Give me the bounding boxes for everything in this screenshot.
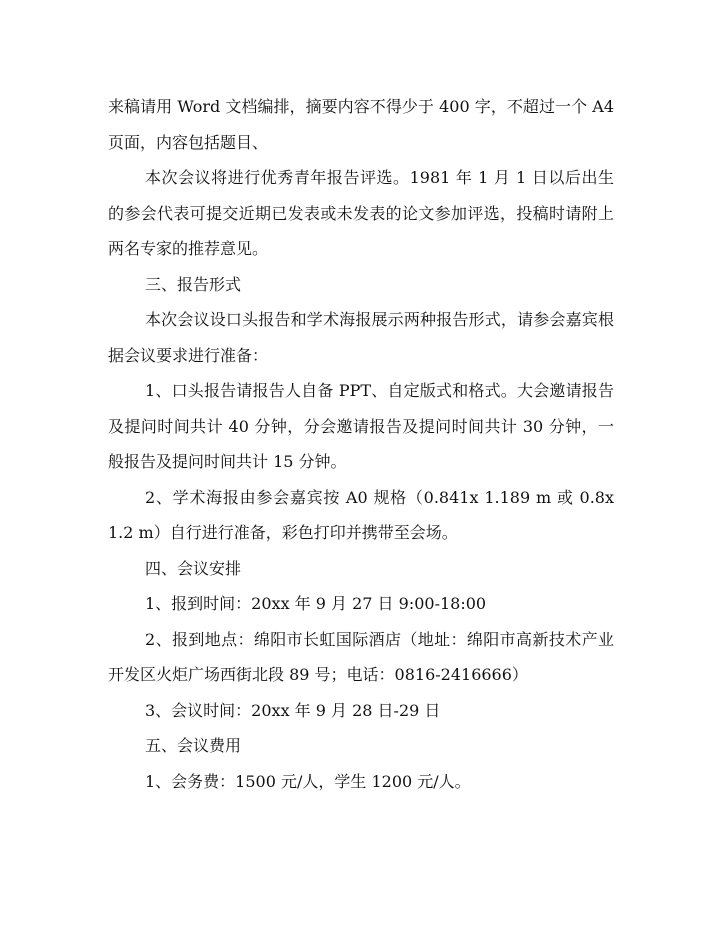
paragraph-submission-format: 来稿请用 Word 文档编排，摘要内容不得少于 400 字，不超过一个 A4 页面，内容包括题目、 [108,97,614,152]
document-body [108,89,614,799]
paragraph-meeting-time: 3、会议时间：20xx 年 9 月 28 日-29 日 [145,700,441,720]
section-heading-report-format: 三、报告形式 [145,274,242,294]
paragraph-registration-time: 1、报到时间：20xx 年 9 月 27 日 9:00-18:00 [145,594,487,613]
paragraph-report-types: 本次会议设口头报告和学术海报展示两种报告形式，请参会嘉宾根据会议要求进行准备： [108,310,614,365]
paragraph-registration-fee: 1、会务费：1500 元/人，学生 1200 元/人。 [145,771,471,791]
paragraph-oral-report: 1、口头报告请报告人自备 PPT、自定版式和格式。大会邀请报告及提问时间共计 40 分钟，分会邀请报告及提问时间共计 30 分钟，一般报告及提问时间共计 15 分钟。 [108,381,614,471]
paragraph-youth-award: 本次会议将进行优秀青年报告评选。1981 年 1 月 1 日以后出生的参会代表可提交近期已发表或未发表的论文参加评选，投稿时请附上两名专家的推荐意见。 [108,168,614,258]
paragraph-poster: 2、学术海报由参会嘉宾按 A0 规格（0.841x 1.189 m 或 0.8x 1.2 m）自行进行准备，彩色打印并携带至会场。 [108,487,614,542]
section-heading-fees: 五、会议费用 [145,736,242,755]
paragraph-registration-location: 2、报到地点：绵阳市长虹国际酒店（地址：绵阳市高新技术产业开发区火炬广场西街北段 89 号；电话：0816-2416666） [108,629,614,684]
section-heading-schedule: 四、会议安排 [145,558,242,578]
